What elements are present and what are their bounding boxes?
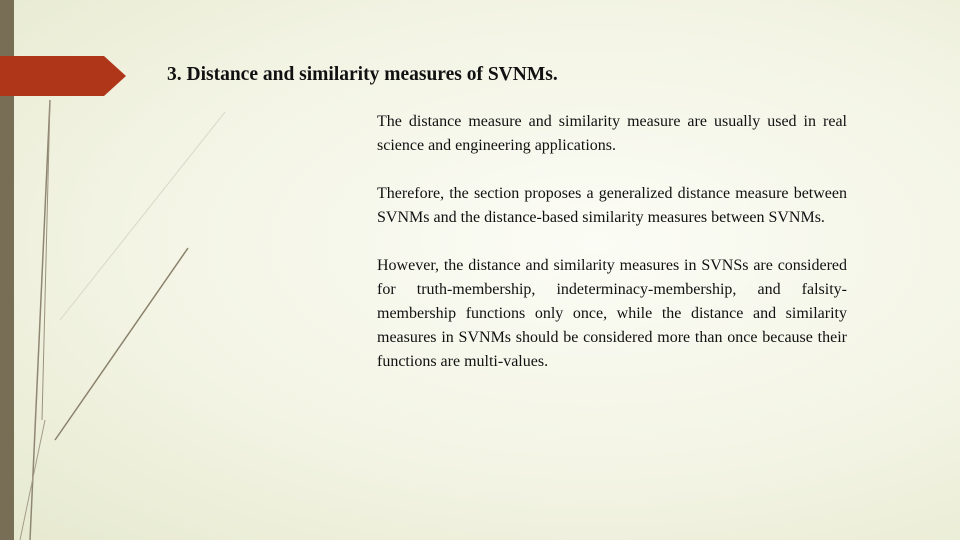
decor-line-4 [55,248,188,440]
body-paragraph-1: The distance measure and similarity measure are usually used in real science and engineering applications. [377,113,847,154]
decor-line-3 [60,112,225,320]
slide-body [377,110,847,398]
decor-line-5 [20,420,45,540]
body-paragraph-2: Therefore, the section proposes a generalized distance measure between SVNMs and the distance-based similarity measures between SVNMs. [377,185,847,226]
title-accent-arrow [0,56,126,96]
body-paragraph-3: However, the distance and similarity measures in SVNSs are considered for truth-membership, indeterminacy-membership, and falsity-membership functions only once, while the distance and similarity measures in SVNMs should be considered more than once because their functions are multi-values. [377,257,847,370]
slide-title: 3. Distance and similarity measures of SVNMs. [167,64,558,85]
decor-line-1 [30,100,50,540]
